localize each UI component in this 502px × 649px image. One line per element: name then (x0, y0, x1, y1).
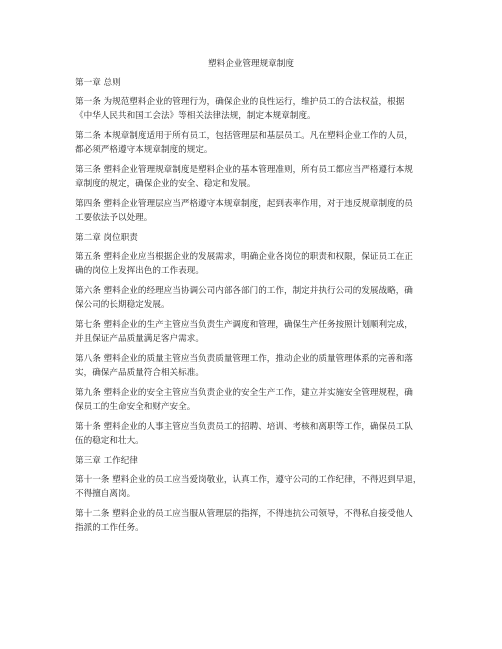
text-line: 第十一条 塑料企业的员工应当爱岗敬业，认真工作，遵守公司的工作纪律，不得迟到早退， (75, 475, 422, 485)
text-line: 第九条 塑料企业的安全主管应当负责企业的安全生产工作，建立并实施安全管理规程，确 (75, 388, 413, 398)
text-line: 第一条 为规范塑料企业的管理行为，确保企业的良性运行，维护员工的合法权益，根据 (75, 97, 405, 107)
text-line: 保员工的生命安全和财产安全。 (75, 401, 196, 412)
text-line: 确的岗位上发挥出色的工作表现。 (75, 265, 204, 276)
text-line: 第二章 岗位职责 (75, 233, 138, 243)
text-line: 第四条 塑料企业管理层应当严格遵守本规章制度，起到表率作用，对于违反规章制度的员 (75, 199, 413, 209)
article-paragraph (75, 130, 427, 157)
text-line: 第十二条 塑料企业的员工应当服从管理层的指挥，不得违抗公司领导，不得私自接受他人 (75, 509, 413, 519)
article-paragraph (75, 198, 427, 225)
article-paragraph (75, 387, 427, 414)
article-paragraph (75, 285, 427, 312)
article-paragraph (75, 96, 427, 123)
chapter-heading (75, 77, 427, 89)
text-line: 第七条 塑料企业的生产主管应当负责生产调度和管理，确保生产任务按照计划顺利完成， (75, 320, 413, 330)
text-line: 并且保证产品质量满足客户需求。 (75, 333, 204, 344)
article-paragraph (75, 474, 427, 501)
text-line: 《中华人民共和国工会法》等相关法律法规，制定本规章制度。 (75, 110, 316, 121)
text-line: 伍的稳定和壮大。 (75, 435, 144, 446)
document-body (75, 77, 427, 535)
text-line: 第五条 塑料企业应当根据企业的发展需求，明确企业各岗位的职责和权限，保证员工在正 (75, 252, 413, 262)
text-line: 第三条 塑料企业管理规章制度是塑料企业的基本管理准则，所有员工都应当严格遵行本规 (75, 165, 413, 175)
text-line: 都必须严格遵守本规章制度的规定。 (75, 144, 213, 155)
article-paragraph (75, 251, 427, 278)
article-paragraph (75, 421, 427, 448)
text-line: 第八条 塑料企业的质量主管应当负责质量管理工作，推动企业的质量管理体系的完善和落 (75, 354, 413, 364)
article-paragraph (75, 508, 427, 535)
article-paragraph (75, 319, 427, 346)
text-line: 第十条 塑料企业的人事主管应当负责员工的招聘、培训、考核和离职等工作，确保员工队 (75, 422, 413, 432)
chapter-heading (75, 232, 427, 244)
text-line: 第二条 本规章制度适用于所有员工，包括管理层和基层员工。凡在塑料企业工作的人员， (75, 131, 413, 141)
text-line: 第一章 总则 (75, 78, 121, 88)
text-line: 工要依法予以处理。 (75, 212, 153, 223)
article-paragraph (75, 164, 427, 191)
text-line: 不得擅自离岗。 (75, 488, 136, 499)
document-title: 塑料企业管理规章制度 (208, 59, 294, 69)
text-line: 指派的工作任务。 (75, 522, 144, 533)
text-line: 实，确保产品质量符合相关标准。 (75, 367, 204, 378)
text-line: 保公司的长期稳定发展。 (75, 299, 170, 310)
text-line: 章制度的规定，确保企业的安全、稳定和发展。 (75, 178, 256, 189)
text-line: 第三章 工作纪律 (75, 456, 138, 466)
article-paragraph (75, 353, 427, 380)
chapter-heading (75, 455, 427, 467)
text-line: 第六条 塑料企业的经理应当协调公司内部各部门的工作，制定并执行公司的发展战略，确 (75, 286, 413, 296)
